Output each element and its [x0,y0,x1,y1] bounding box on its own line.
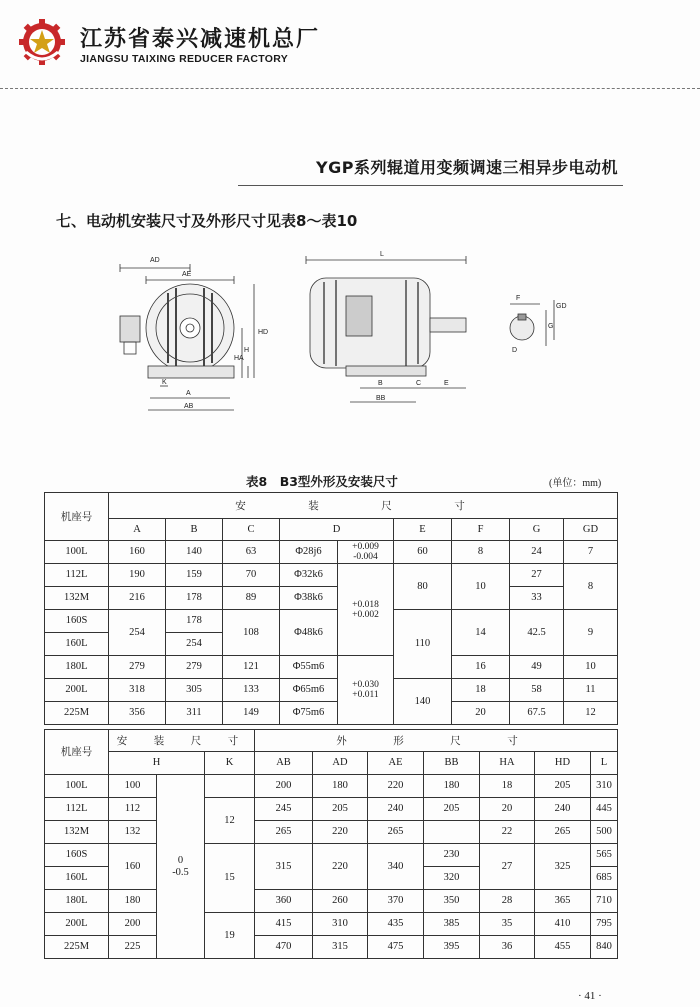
table-row [45,913,618,936]
cell: 200 [255,775,313,798]
cell: 685 [591,867,618,890]
header-divider [0,88,700,89]
table9-outline-dimensions [44,729,618,959]
frame-header: 机座号 [45,493,109,541]
table-row [45,821,618,844]
cell: 180 [109,890,157,913]
svg-text:F: F [516,295,521,302]
cell: 200 [109,913,157,936]
cell: 200L [45,679,109,702]
col-header: G [510,519,564,541]
cell: 840 [591,936,618,959]
col-header: C [223,519,280,541]
cell: 108 [223,610,280,656]
cell: 22 [480,821,535,844]
col-header: B [166,519,223,541]
table-row [45,587,618,610]
table-row [45,844,618,867]
cell: 14 [452,610,510,656]
company-name-en: JIANGSU TAIXING REDUCER FACTORY [80,53,289,65]
motor-front-view [120,257,268,410]
table-row [45,564,618,587]
cell: 310 [591,775,618,798]
cell: 205 [535,775,591,798]
cell: 200L [45,913,109,936]
cell: 70 [223,564,280,587]
cell: 410 [535,913,591,936]
svg-text:D: D [512,347,518,354]
cell: 245 [255,798,313,821]
series-title: YGP系列辊道用变频调速三相异步电动机 [316,158,618,177]
col-header: A [109,519,166,541]
section-title: 七、电动机安装尺寸及外形尺寸见表8～表10 [56,212,358,230]
cell: 260 [313,890,368,913]
cell: 178 [166,587,223,610]
cell: 205 [313,798,368,821]
cell: 254 [109,610,166,656]
cell: 325 [535,844,591,890]
cell: 310 [313,913,368,936]
svg-text:H: H [244,347,250,354]
cell: 18 [480,775,535,798]
cell: 67.5 [510,702,564,725]
frame-header: 机座号 [45,730,109,775]
motor-dimension-drawing [110,248,570,418]
svg-text:BB: BB [376,395,386,402]
cell: 225M [45,702,109,725]
cell: 565 [591,844,618,867]
cell: 360 [255,890,313,913]
cell: 216 [109,587,166,610]
cell: 8 [452,541,510,564]
cell: 180 [424,775,480,798]
cell: 395 [424,936,480,959]
cell: 445 [591,798,618,821]
col-header: AE [368,752,424,775]
cell: 10 [564,656,618,679]
cell: 160L [45,633,109,656]
cell: 230 [424,844,480,867]
table8-caption: 表8 B3型外形及安装尺寸 [246,474,398,489]
cell: +0.018 +0.002 [338,564,394,656]
cell: Φ75m6 [280,702,338,725]
cell: +0.009 -0.004 [338,541,394,564]
cell: 279 [166,656,223,679]
col-header: F [452,519,510,541]
svg-text:HD: HD [258,329,269,336]
col-header: HD [535,752,591,775]
cell: 149 [223,702,280,725]
cell: 160 [109,844,157,890]
cell: 33 [510,587,564,610]
table-row [45,798,618,821]
cell: 240 [368,798,424,821]
table-row [45,610,618,633]
cell: 220 [368,775,424,798]
cell: 9 [564,610,618,656]
svg-text:G: G [548,323,554,330]
cell: 710 [591,890,618,913]
cell: 415 [255,913,313,936]
cell: 350 [424,890,480,913]
cell: 220 [313,844,368,890]
cell: 12 [564,702,618,725]
cell: 178 [166,610,223,633]
cell: 20 [452,702,510,725]
outline-dims-header: 外 形 尺 寸 [255,730,618,752]
col-header: H [109,752,205,775]
cell: 24 [510,541,564,564]
cell: 315 [255,844,313,890]
cell: 58 [510,679,564,702]
cell: 305 [166,679,223,702]
cell: Φ32k6 [280,564,338,587]
cell: 385 [424,913,480,936]
cell: 89 [223,587,280,610]
cell: 140 [394,679,452,725]
cell: 265 [535,821,591,844]
table-row [45,702,618,725]
col-header: L [591,752,618,775]
cell: 180 [313,775,368,798]
cell: 475 [368,936,424,959]
svg-text:E: E [444,380,449,387]
cell: 12 [205,798,255,844]
cell: 160 [109,541,166,564]
cell: 27 [480,844,535,890]
cell: 279 [109,656,166,679]
cell: 112L [45,564,109,587]
install-dims-header: 安 装 尺 寸 [109,493,618,519]
table-row [45,656,618,679]
cell: 35 [480,913,535,936]
cell: 140 [166,541,223,564]
table-row [45,679,618,702]
cell: 10 [452,564,510,610]
cell [424,821,480,844]
shaft-section-view [510,295,567,354]
series-title-rule [238,185,623,186]
cell: 795 [591,913,618,936]
cell: 27 [510,564,564,587]
cell: 220 [313,821,368,844]
col-header: D [280,519,394,541]
cell: 121 [223,656,280,679]
cell: 100L [45,541,109,564]
svg-text:GD: GD [556,303,567,310]
svg-text:HA: HA [234,355,244,362]
cell: 254 [166,633,223,656]
cell: 265 [255,821,313,844]
cell: 370 [368,890,424,913]
cell: 365 [535,890,591,913]
factory-gear-star-logo [18,18,66,66]
cell: 15 [205,844,255,913]
cell: 340 [368,844,424,890]
cell: 7 [564,541,618,564]
install-dims-header: 安 装 尺 寸 [109,730,255,752]
cell: 36 [480,936,535,959]
cell: 11 [564,679,618,702]
col-header: HA [480,752,535,775]
cell: 112L [45,798,109,821]
cell: 160L [45,867,109,890]
cell: Φ38k6 [280,587,338,610]
cell: 225M [45,936,109,959]
svg-text:AE: AE [182,271,192,278]
cell: 112 [109,798,157,821]
cell: 80 [394,564,452,610]
cell: 470 [255,936,313,959]
svg-text:A: A [186,390,191,397]
cell: 60 [394,541,452,564]
cell: 180L [45,656,109,679]
cell [205,775,255,798]
cell: 315 [313,936,368,959]
cell: 100 [109,775,157,798]
table-row [45,541,618,564]
svg-text:K: K [162,379,167,386]
table-row [45,936,618,959]
svg-text:B: B [378,380,383,387]
cell: 180L [45,890,109,913]
table8-b3-dimensions [44,492,618,725]
cell: 110 [394,610,452,679]
cell: 190 [109,564,166,587]
cell: 132M [45,587,109,610]
cell: Φ48k6 [280,610,338,656]
cell: 133 [223,679,280,702]
cell: 19 [205,913,255,959]
table-row [45,775,618,798]
table8-unit: (单位：mm) [549,478,602,489]
col-header: K [205,752,255,775]
cell: 435 [368,913,424,936]
cell: 318 [109,679,166,702]
cell: 28 [480,890,535,913]
cell: 311 [166,702,223,725]
cell: 225 [109,936,157,959]
svg-text:C: C [416,380,422,387]
cell: 160S [45,610,109,633]
cell: 500 [591,821,618,844]
cell: Φ55m6 [280,656,338,679]
col-header: AB [255,752,313,775]
cell: 63 [223,541,280,564]
svg-text:AD: AD [150,257,160,264]
cell: 16 [452,656,510,679]
cell: Φ28j6 [280,541,338,564]
cell: 20 [480,798,535,821]
svg-text:L: L [380,251,384,258]
cell: Φ65m6 [280,679,338,702]
table-row [45,890,618,913]
cell: 49 [510,656,564,679]
cell: 320 [424,867,480,890]
cell: 160S [45,844,109,867]
motor-side-view [306,251,466,402]
cell: 8 [564,564,618,610]
cell: 265 [368,821,424,844]
cell: 205 [424,798,480,821]
col-header: E [394,519,452,541]
cell: 132M [45,821,109,844]
cell: 18 [452,679,510,702]
cell: 159 [166,564,223,587]
cell: 100L [45,775,109,798]
company-name-cn: 江苏省泰兴减速机总厂 [80,27,321,52]
cell: 455 [535,936,591,959]
cell: 356 [109,702,166,725]
col-header: BB [424,752,480,775]
page-number: · 41 · [578,990,602,1002]
cell: +0.030 +0.011 [338,656,394,725]
col-header: GD [564,519,618,541]
cell: 132 [109,821,157,844]
col-header: AD [313,752,368,775]
svg-text:AB: AB [184,403,194,410]
cell: 240 [535,798,591,821]
cell: 0 -0.5 [157,775,205,959]
cell: 42.5 [510,610,564,656]
